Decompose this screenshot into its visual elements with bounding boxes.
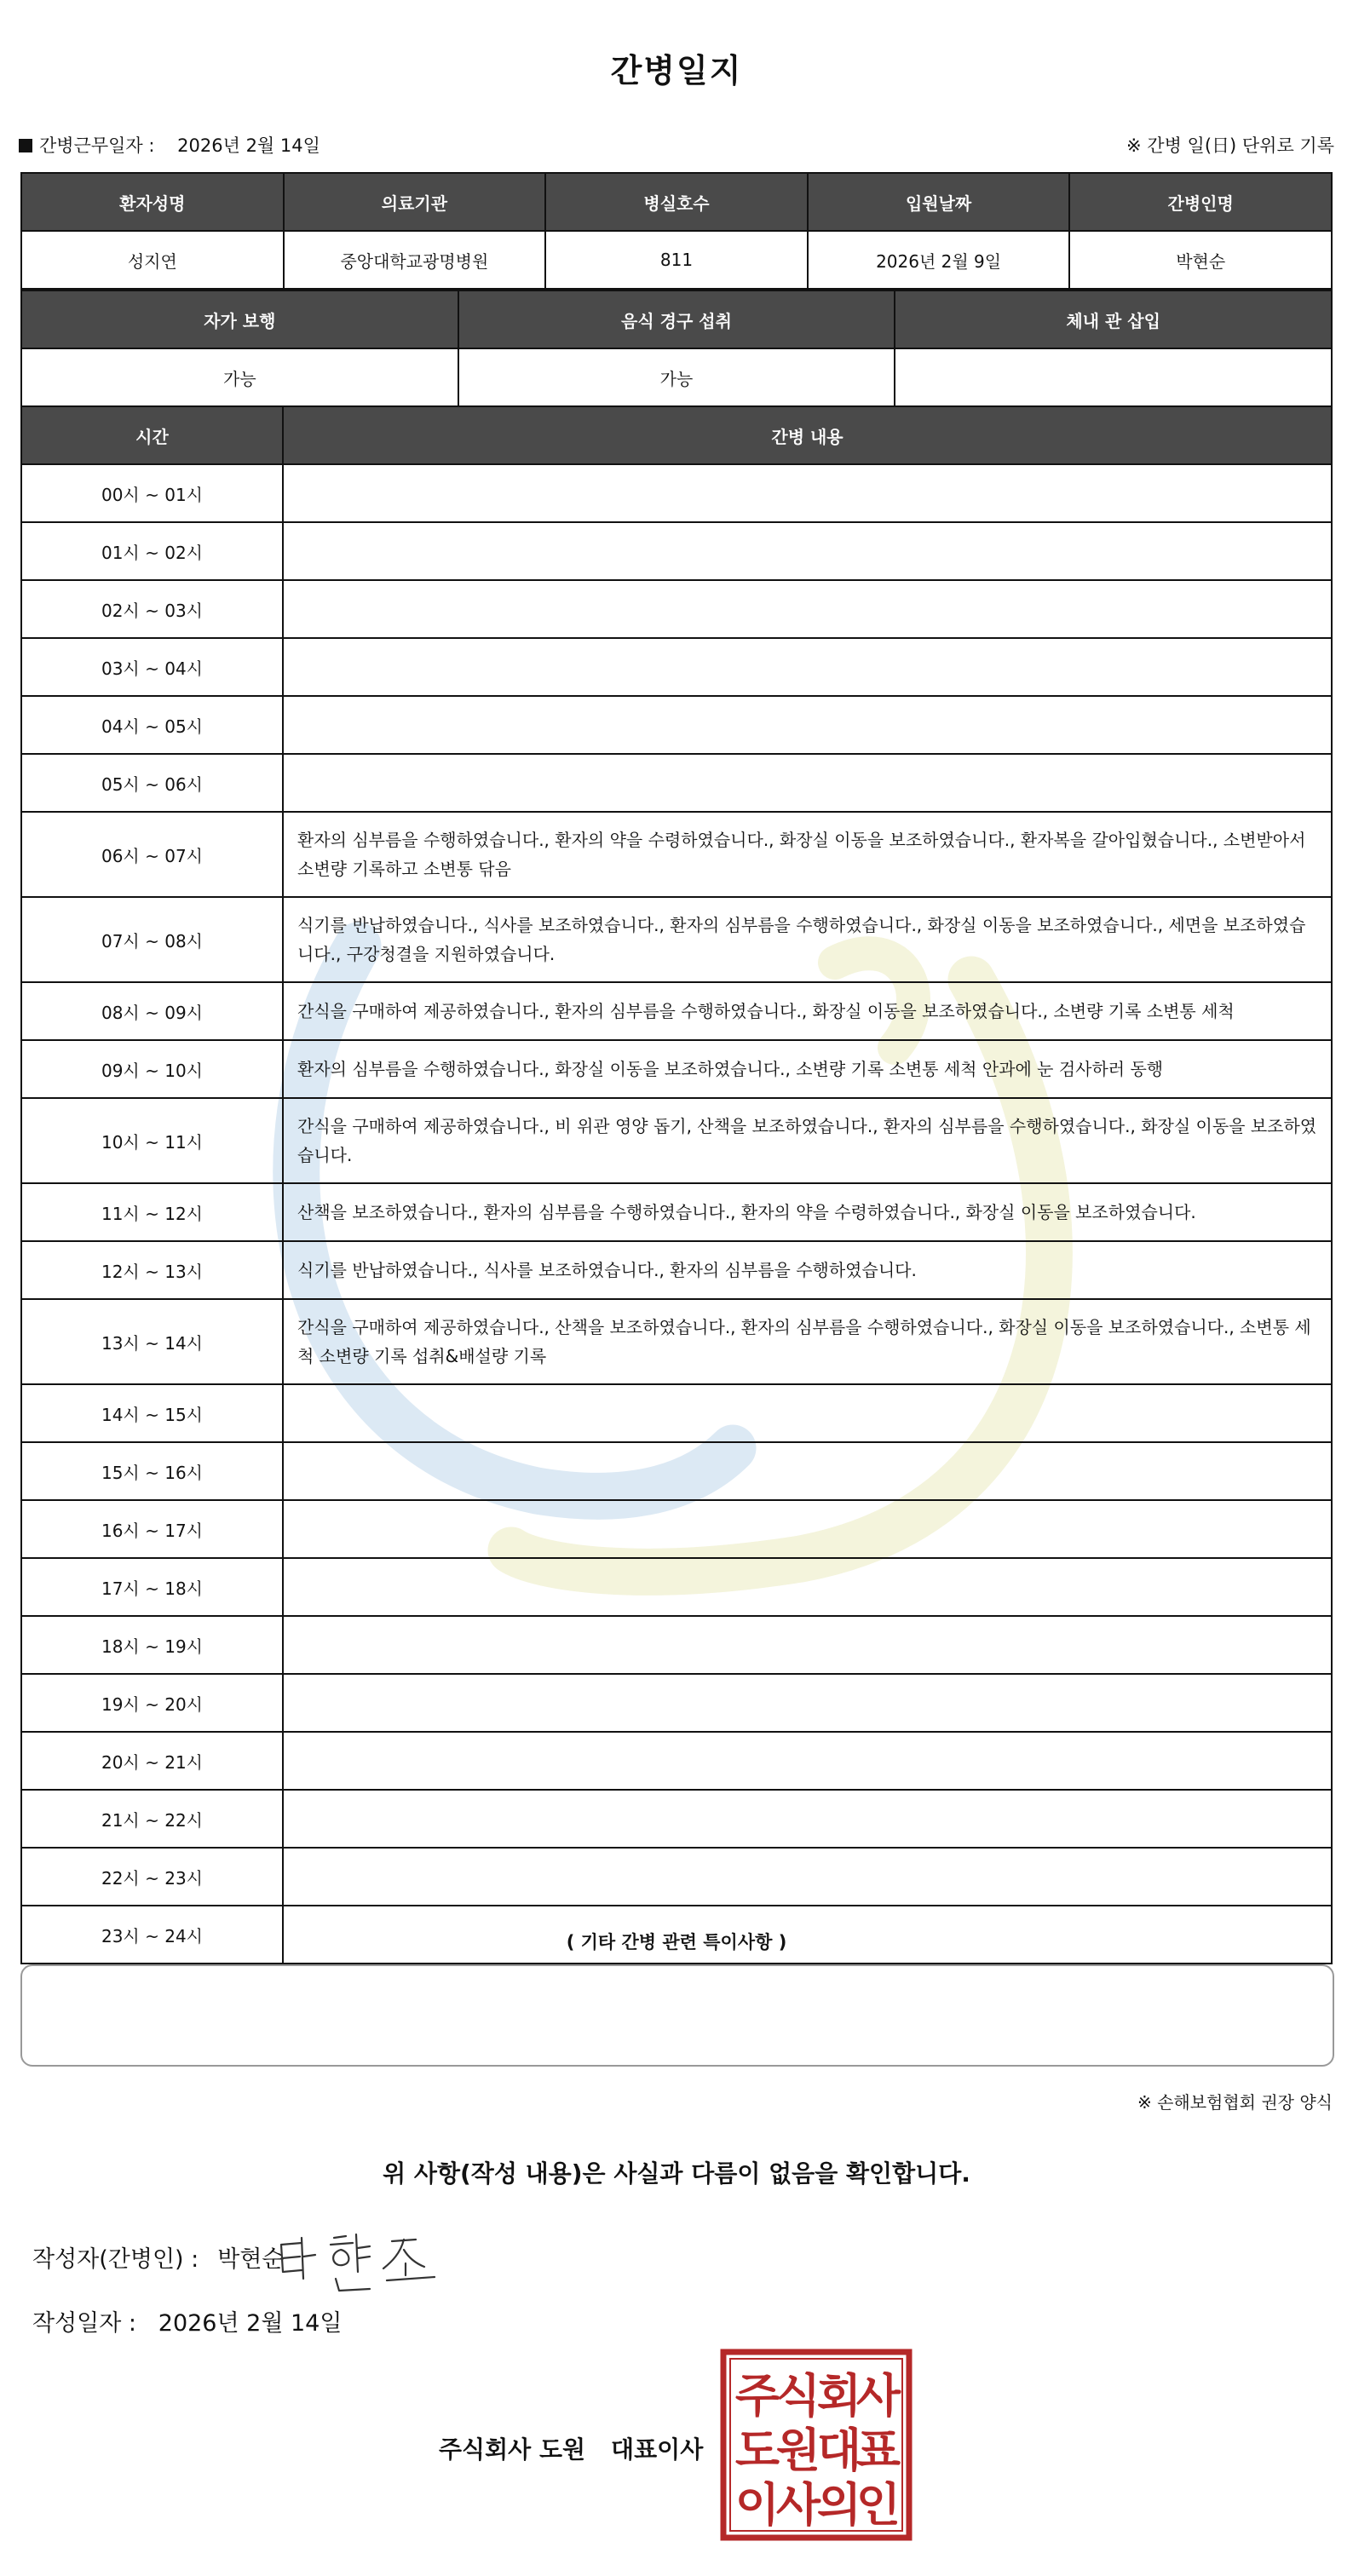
time-slot: 18시 ~ 19시 (21, 1616, 283, 1674)
patient-name: 성지연 (21, 231, 284, 289)
table-row (21, 1442, 1332, 1500)
care-content (283, 1558, 1332, 1616)
svg-text:주: 주 (734, 2369, 780, 2423)
time-slot: 13시 ~ 14시 (21, 1299, 283, 1384)
time-slot: 15시 ~ 16시 (21, 1442, 283, 1500)
time-slot: 22시 ~ 23시 (21, 1848, 283, 1906)
work-date-value: 2026년 2월 14일 (177, 135, 320, 156)
care-content: 식기를 반납하였습니다., 식사를 보조하였습니다., 환자의 심부름을 수행하였습니다. (283, 1241, 1332, 1299)
header-walking: 자가 보행 (21, 290, 458, 348)
svg-text:대: 대 (816, 2424, 862, 2477)
table-row (21, 1558, 1332, 1616)
square-bullet-icon (19, 139, 32, 152)
time-slot: 14시 ~ 15시 (21, 1384, 283, 1442)
svg-text:식: 식 (775, 2369, 821, 2423)
svg-text:원: 원 (775, 2424, 821, 2477)
writing-date-label: 작성일자 : (32, 2310, 137, 2337)
oral-intake-value: 가능 (458, 348, 895, 406)
header-room: 병실호수 (545, 173, 808, 231)
time-slot: 17시 ~ 18시 (21, 1558, 283, 1616)
header-admission-date: 입원날짜 (808, 173, 1070, 231)
daily-record-note: ※ 간병 일(日) 단위로 기록 (1126, 135, 1334, 156)
care-content (283, 580, 1332, 638)
svg-text:표: 표 (855, 2424, 901, 2477)
header-oral-intake: 음식 경구 섭취 (458, 290, 895, 348)
table-row (21, 1790, 1332, 1848)
time-slot: 08시 ~ 09시 (21, 982, 283, 1040)
care-content: 산책을 보조하였습니다., 환자의 심부름을 수행하였습니다., 환자의 약을 수령하였습니다., 화장실 이동을 보조하였습니다. (283, 1183, 1332, 1241)
care-content: 환자의 심부름을 수행하였습니다., 환자의 약을 수령하였습니다., 화장실 이동을 보조하였습니다., 환자복을 갈아입혔습니다., 소변받아서 소변량 기록하고 소변통 닦음 (283, 812, 1332, 897)
association-note: ※ 손해보험협회 권장 양식 (1137, 2092, 1333, 2113)
care-content (283, 1500, 1332, 1558)
time-slot: 06시 ~ 07시 (21, 812, 283, 897)
notes-title: ( 기타 간병 관련 특이사항 ) (566, 1932, 787, 1952)
table-row (21, 1616, 1332, 1674)
care-content (283, 754, 1332, 812)
table-row (21, 1384, 1332, 1442)
time-slot: 09시 ~ 10시 (21, 1040, 283, 1098)
care-content: 환자의 심부름을 수행하였습니다., 화장실 이동을 보조하였습니다., 소변량 기록 소변통 세척 안과에 눈 검사하러 동행 (283, 1040, 1332, 1098)
caregiver-name: 박현순 (1069, 231, 1332, 289)
confirmation-statement: 위 사항(작성 내용)은 사실과 다름이 없음을 확인합니다. (383, 2159, 970, 2188)
svg-text:도: 도 (734, 2424, 780, 2477)
table-row (21, 580, 1332, 638)
writing-date-value: 2026년 2월 14일 (158, 2310, 343, 2337)
care-content: 간식을 구매하여 제공하였습니다., 산책을 보조하였습니다., 환자의 심부름을 수행하였습니다., 화장실 이동을 보조하였습니다., 소변통 세척 소변량 기록 섭취&배설량 기록 (283, 1299, 1332, 1384)
document-title: 간병일지 (610, 52, 743, 89)
handwritten-signature (264, 2219, 469, 2296)
notes-box (20, 1964, 1334, 2067)
time-slot: 10시 ~ 11시 (21, 1098, 283, 1183)
care-content (283, 696, 1332, 754)
header-tube: 체내 관 삽입 (895, 290, 1332, 348)
svg-text:이: 이 (734, 2478, 780, 2532)
time-slot: 19시 ~ 20시 (21, 1674, 283, 1732)
table-row (21, 1241, 1332, 1299)
header-patient-name: 환자성명 (21, 173, 284, 231)
svg-text:인: 인 (855, 2478, 901, 2532)
care-content (283, 1848, 1332, 1906)
table-row (21, 1732, 1332, 1790)
table-row (21, 1040, 1332, 1098)
time-slot: 07시 ~ 08시 (21, 897, 283, 982)
time-slot: 21시 ~ 22시 (21, 1790, 283, 1848)
time-slot: 23시 ~ 24시 (21, 1906, 283, 1964)
patient-ability-table (20, 290, 1333, 407)
table-row (21, 1183, 1332, 1241)
room-number: 811 (545, 231, 808, 289)
time-slot: 04시 ~ 05시 (21, 696, 283, 754)
care-log-table (20, 405, 1333, 1964)
work-date-line (19, 132, 320, 158)
time-slot: 03시 ~ 04시 (21, 638, 283, 696)
time-slot: 11시 ~ 12시 (21, 1183, 283, 1241)
patient-info-table (20, 172, 1333, 290)
table-row (21, 897, 1332, 982)
table-row (21, 1674, 1332, 1732)
table-row (21, 754, 1332, 812)
svg-text:의: 의 (816, 2478, 862, 2532)
svg-text:사: 사 (855, 2369, 901, 2423)
table-row (21, 522, 1332, 580)
care-content: 간식을 구매하여 제공하였습니다., 비 위관 영양 돕기, 산책을 보조하였습니다., 환자의 심부름을 수행하였습니다., 화장실 이동을 보조하였습니다. (283, 1098, 1332, 1183)
care-content (283, 1674, 1332, 1732)
care-content (283, 1790, 1332, 1848)
care-content (283, 1384, 1332, 1442)
care-content (283, 638, 1332, 696)
time-slot: 02시 ~ 03시 (21, 580, 283, 638)
writer-label: 작성자(간병인) : (32, 2246, 199, 2273)
tube-value (895, 348, 1332, 406)
time-slot: 00시 ~ 01시 (21, 464, 283, 522)
time-slot: 05시 ~ 06시 (21, 754, 283, 812)
writer-name: 박현순 (217, 2246, 285, 2273)
care-content: 간식을 구매하여 제공하였습니다., 환자의 심부름을 수행하였습니다., 화장실 이동을 보조하였습니다., 소변량 기록 소변통 세척 (283, 982, 1332, 1040)
header-hospital: 의료기관 (284, 173, 546, 231)
time-slot: 12시 ~ 13시 (21, 1241, 283, 1299)
header-caregiver: 간병인명 (1069, 173, 1332, 231)
company-seal (720, 2349, 913, 2541)
admission-date: 2026년 2월 9일 (808, 231, 1070, 289)
svg-text:사: 사 (775, 2478, 821, 2532)
time-slot: 20시 ~ 21시 (21, 1732, 283, 1790)
table-row (21, 638, 1332, 696)
table-row (21, 1299, 1332, 1384)
header-care-content: 간병 내용 (283, 406, 1332, 464)
time-slot: 01시 ~ 02시 (21, 522, 283, 580)
svg-text:회: 회 (816, 2369, 862, 2423)
hospital-name: 중앙대학교광명병원 (284, 231, 546, 289)
time-slot: 16시 ~ 17시 (21, 1500, 283, 1558)
table-row (21, 696, 1332, 754)
care-content: 식기를 반납하였습니다., 식사를 보조하였습니다., 환자의 심부름을 수행하였습니다., 화장실 이동을 보조하였습니다., 세면을 보조하였습니다., 구강청결을 지원하였습니다. (283, 897, 1332, 982)
representative-title: 대표이사 (611, 2435, 704, 2464)
walking-value: 가능 (21, 348, 458, 406)
care-content (283, 1732, 1332, 1790)
writing-date-line (32, 2304, 342, 2337)
work-date-label: 간병근무일자 : (39, 135, 155, 156)
table-row (21, 464, 1332, 522)
care-content (283, 1442, 1332, 1500)
table-row (21, 1500, 1332, 1558)
table-row (21, 1848, 1332, 1906)
table-row (21, 1098, 1332, 1183)
header-time: 시간 (21, 406, 283, 464)
table-row (21, 982, 1332, 1040)
company-name: 주식회사 도원 (439, 2435, 586, 2464)
care-content (283, 522, 1332, 580)
care-content (283, 464, 1332, 522)
care-content (283, 1616, 1332, 1674)
writer-line (32, 2240, 285, 2274)
company-line (439, 2431, 703, 2465)
table-row (21, 812, 1332, 897)
